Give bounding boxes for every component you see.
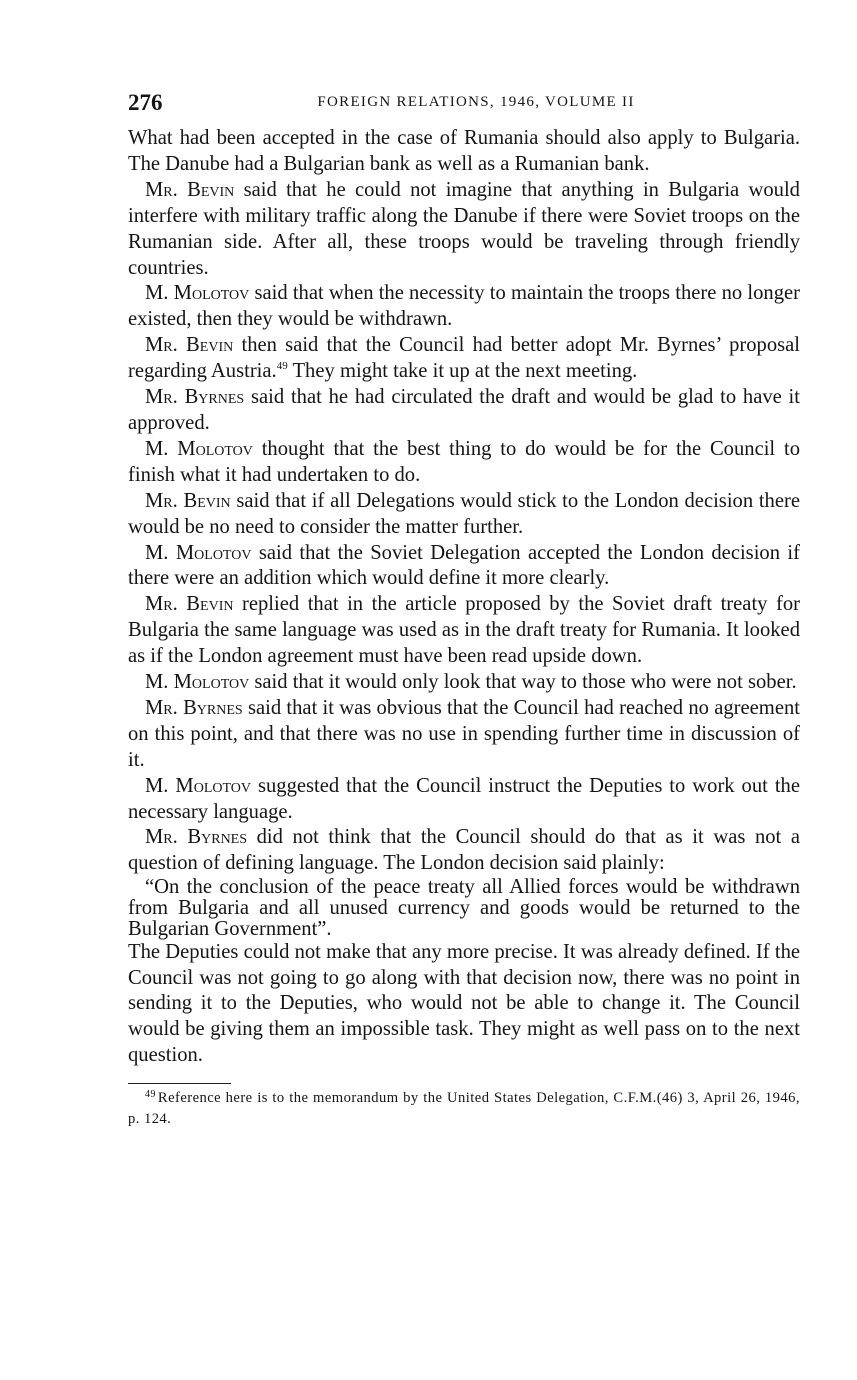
paragraph-text: said that he had circulated the draft and would be glad to have it approved.: [128, 386, 800, 434]
paragraph: [128, 126, 800, 178]
page-header: [128, 86, 800, 126]
paragraph: [128, 825, 800, 877]
paragraph: [128, 437, 800, 489]
speaker-name: M. Molotov: [145, 671, 250, 694]
speaker-name: Mr. Bevin: [145, 178, 235, 201]
paragraph-text: did not think that the Council should do that as it was not a question of defining language. The London decision said plainly:: [128, 826, 800, 875]
paragraph-text: said that it would only look that way to those who were not sober.: [249, 671, 797, 694]
paragraph: [128, 281, 800, 333]
speaker-name: M. Molotov: [145, 437, 253, 460]
footnote-divider: [128, 1083, 231, 1084]
speaker-name: M. Molotov: [145, 774, 252, 797]
paragraph-text: replied that in the article proposed by the Soviet draft treaty for Bulgaria the same language was used as in the draft treaty for Rumania. It looked as if the London agreement must have been read upside down.: [128, 593, 800, 668]
paragraph-text: then said that the Council had better adopt Mr. Byrnes’ proposal regarding Austria.: [128, 334, 800, 383]
paragraph-text: said that if all Delegations would stick to the London decision there would be no need to consider the matter further.: [128, 489, 800, 538]
paragraph: [128, 178, 800, 282]
block-quote: “On the conclusion of the peace treaty all Allied forces would be withdrawn from Bulgaria and all unused currency and goods would be returned to the Bulgarian Government”.: [128, 876, 800, 940]
speaker-name: M. Molotov: [145, 541, 252, 564]
paragraph-text: They might take it up at the next meeting.: [287, 360, 638, 383]
paragraph: [128, 774, 800, 826]
closing-paragraph: The Deputies could not make that any more precise. It was already defined. If the Council was not going to go along with that decision now, there was no point in sending it to the Deputies, who would not be able to change it. The Council would be giving them an impossible task. They might as well pass on to the next question.: [128, 940, 800, 1067]
speaker-name: Mr. Bevin: [145, 334, 234, 357]
speaker-name: Mr. Byrnes: [145, 696, 243, 719]
main-text: [128, 126, 800, 1069]
footnote-text: Reference here is to the memorandum by the United States Delegation, C.F.M.(46) 3, April 26, 1946, p. 124.: [128, 1090, 800, 1127]
running-head: FOREIGN RELATIONS, 1946, VOLUME II: [317, 94, 635, 110]
paragraph: [128, 696, 800, 774]
page-number: 276: [128, 90, 163, 115]
paragraph-text: suggested that the Council instruct the Deputies to work out the necessary language.: [128, 774, 800, 823]
speaker-name: Mr. Bevin: [145, 489, 231, 512]
footnote-marker: 49: [145, 1089, 156, 1101]
paragraph-text: What had been accepted in the case of Rumania should also apply to Bulgaria. The Danube had a Bulgarian bank as well as a Rumanian bank.: [128, 127, 800, 175]
paragraph-text: said that he could not imagine that anything in Bulgaria would interfere with military traffic along the Danube if there were Soviet troops on the Rumanian side. After all, these troops would be traveling through friendly countries.: [128, 178, 800, 279]
paragraph: [128, 670, 800, 696]
speaker-name: Mr. Byrnes: [145, 826, 248, 849]
footnote: [128, 1089, 800, 1128]
speaker-name: Mr. Bevin: [145, 593, 234, 616]
paragraph-text: said that the Soviet Delegation accepted the London decision if there were an addition which would define it more clearly.: [128, 541, 800, 590]
speaker-name: M. Molotov: [145, 282, 250, 305]
paragraph: [128, 489, 800, 541]
paragraph-text: said that it was obvious that the Council had reached no agreement on this point, and that there was no use in spending further time in discussion of it.: [128, 696, 800, 771]
paragraph: [128, 333, 800, 385]
document-page: [128, 86, 800, 1128]
speaker-name: Mr. Byrnes: [145, 386, 245, 409]
paragraph: [128, 592, 800, 670]
paragraph: [128, 541, 800, 593]
paragraph-text: thought that the best thing to do would be for the Council to finish what it had undertaken to do.: [128, 437, 800, 486]
footnote-reference[interactable]: 49: [276, 360, 288, 373]
paragraph: [128, 385, 800, 437]
paragraph-text: said that when the necessity to maintain the troops there no longer existed, then they would be withdrawn.: [128, 282, 800, 331]
